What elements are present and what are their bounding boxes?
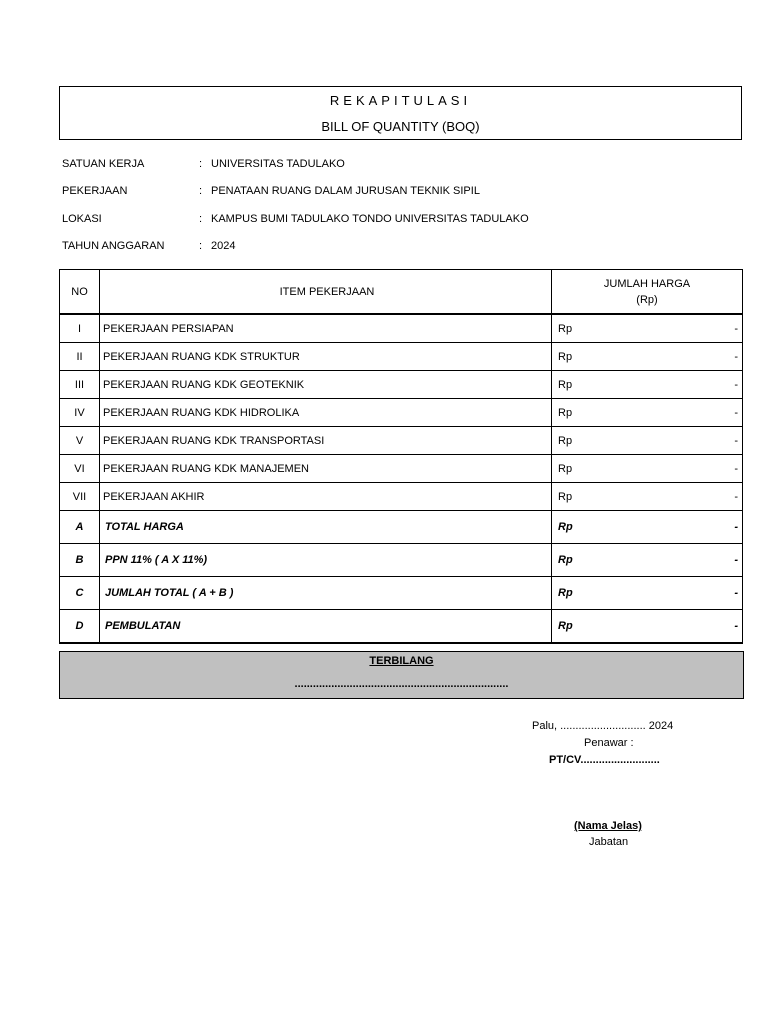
row-number: VII <box>60 483 100 511</box>
info-colon: : <box>199 213 203 225</box>
info-label: LOKASI <box>62 213 102 225</box>
row-amount-cell <box>552 427 743 455</box>
header-jumlah <box>552 270 743 315</box>
row-number: I <box>60 314 100 343</box>
header-no: NO <box>60 270 100 315</box>
info-label: SATUAN KERJA <box>62 158 145 170</box>
row-amount-cell <box>552 455 743 483</box>
row-number: B <box>60 544 100 577</box>
currency-label: Rp <box>558 490 573 503</box>
currency-label: Rp <box>558 350 573 363</box>
row-item: TOTAL HARGA <box>100 511 552 544</box>
row-number: A <box>60 511 100 544</box>
info-label: PEKERJAAN <box>62 185 128 197</box>
company-name: PT/CV.......................... <box>549 754 660 766</box>
currency-label: Rp <box>558 462 573 475</box>
bidder-role: Penawar : <box>584 737 634 749</box>
row-number: II <box>60 343 100 371</box>
row-item: PEKERJAAN RUANG KDK STRUKTUR <box>100 343 552 371</box>
info-value: UNIVERSITAS TADULAKO <box>211 158 345 170</box>
info-value: 2024 <box>211 240 236 252</box>
table-row <box>60 371 743 399</box>
currency-label: Rp <box>558 434 573 447</box>
row-amount-cell <box>552 343 743 371</box>
currency-label: Rp <box>558 521 573 533</box>
amount-value: - <box>734 350 738 363</box>
table-row <box>60 314 743 343</box>
terbilang-title: TERBILANG <box>369 655 434 667</box>
row-number: C <box>60 577 100 610</box>
amount-value: - <box>734 434 738 447</box>
row-item: PPN 11% ( A X 11%) <box>100 544 552 577</box>
total-row <box>60 511 743 544</box>
info-label: TAHUN ANGGARAN <box>62 240 165 252</box>
amount-value: - <box>734 587 738 599</box>
signer-name: (Nama Jelas) <box>574 820 642 832</box>
table-row <box>60 455 743 483</box>
terbilang-dots: ...................................................................... <box>294 678 509 690</box>
row-item: PEKERJAAN RUANG KDK HIDROLIKA <box>100 399 552 427</box>
table-row <box>60 427 743 455</box>
row-item: PEKERJAAN AKHIR <box>100 483 552 511</box>
total-row <box>60 610 743 644</box>
currency-label: Rp <box>558 620 573 632</box>
info-colon: : <box>199 185 203 197</box>
currency-label: Rp <box>558 322 573 335</box>
header-jumlah-unit: (Rp) <box>636 293 658 306</box>
row-item: PEKERJAAN RUANG KDK TRANSPORTASI <box>100 427 552 455</box>
info-value: PENATAAN RUANG DALAM JURUSAN TEKNIK SIPIL <box>211 185 480 197</box>
page-subtitle: BILL OF QUANTITY (BOQ) <box>321 119 480 134</box>
row-number: D <box>60 610 100 644</box>
amount-value: - <box>734 521 738 533</box>
row-item: PEMBULATAN <box>100 610 552 644</box>
info-colon: : <box>199 240 203 252</box>
terbilang-box <box>59 651 744 699</box>
amount-value: - <box>734 462 738 475</box>
info-colon: : <box>199 158 203 170</box>
row-amount-cell <box>552 399 743 427</box>
row-amount-cell <box>552 544 743 577</box>
signer-position: Jabatan <box>589 836 629 848</box>
amount-value: - <box>734 322 738 335</box>
table-row <box>60 343 743 371</box>
place-date: Palu, ............................ 2024 <box>532 720 674 732</box>
title-box <box>59 86 742 140</box>
amount-value: - <box>734 406 738 419</box>
row-item: PEKERJAAN RUANG KDK GEOTEKNIK <box>100 371 552 399</box>
table-row <box>60 483 743 511</box>
currency-label: Rp <box>558 378 573 391</box>
currency-label: Rp <box>558 554 573 566</box>
row-item: PEKERJAAN RUANG KDK MANAJEMEN <box>100 455 552 483</box>
row-amount-cell <box>552 371 743 399</box>
boq-table <box>59 269 743 644</box>
total-row <box>60 577 743 610</box>
table-row <box>60 399 743 427</box>
row-number: VI <box>60 455 100 483</box>
row-amount-cell <box>552 577 743 610</box>
row-amount-cell <box>552 511 743 544</box>
row-amount-cell <box>552 483 743 511</box>
amount-value: - <box>734 490 738 503</box>
header-jumlah-label: JUMLAH HARGA <box>603 277 691 290</box>
row-item: PEKERJAAN PERSIAPAN <box>100 314 552 343</box>
row-amount-cell <box>552 610 743 644</box>
row-item: JUMLAH TOTAL ( A + B ) <box>100 577 552 610</box>
amount-value: - <box>734 554 738 566</box>
total-row <box>60 544 743 577</box>
row-number: III <box>60 371 100 399</box>
header-item: ITEM PEKERJAAN <box>100 270 552 315</box>
row-number: V <box>60 427 100 455</box>
amount-value: - <box>734 378 738 391</box>
currency-label: Rp <box>558 406 573 419</box>
row-number: IV <box>60 399 100 427</box>
amount-value: - <box>734 620 738 632</box>
currency-label: Rp <box>558 587 573 599</box>
page-title: REKAPITULASI <box>329 93 472 108</box>
info-value: KAMPUS BUMI TADULAKO TONDO UNIVERSITAS TADULAKO <box>211 213 529 225</box>
row-amount-cell <box>552 314 743 343</box>
table-header-row <box>60 270 743 315</box>
